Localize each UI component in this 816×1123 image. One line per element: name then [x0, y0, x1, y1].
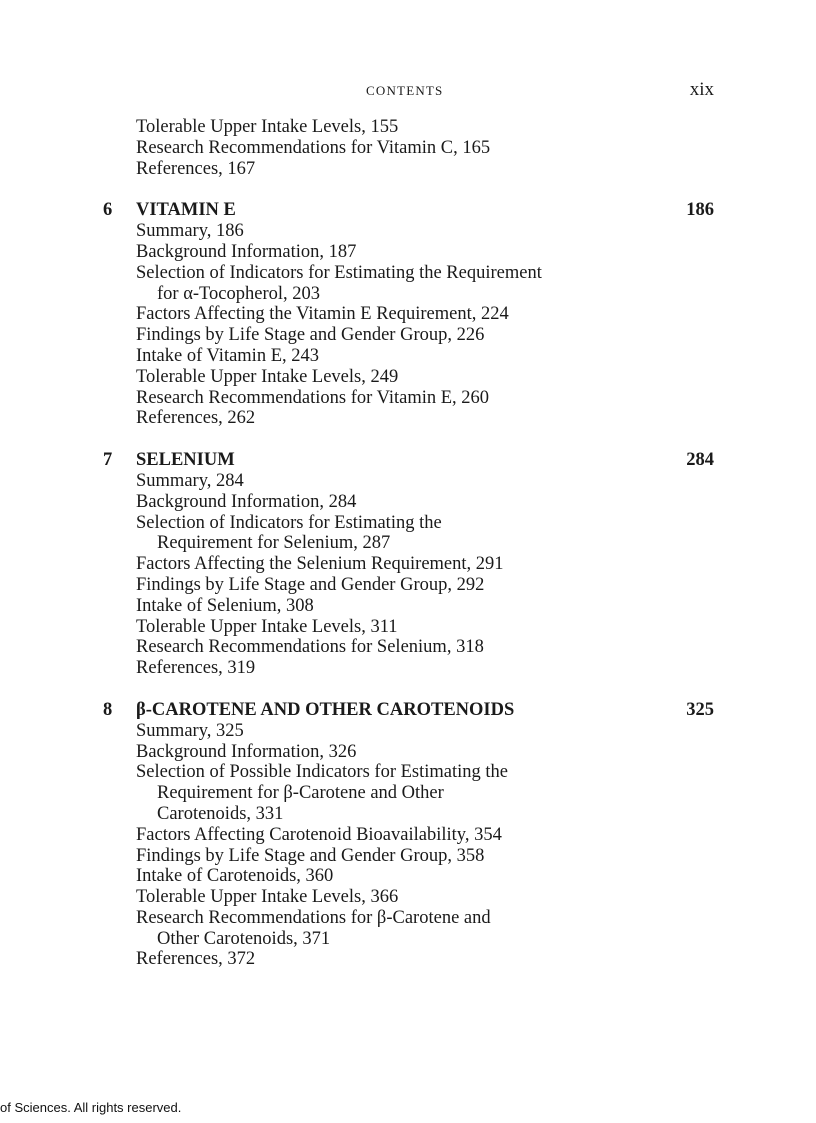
- toc-entry[interactable]: References, 319: [136, 658, 256, 679]
- chapter-page: 325: [686, 699, 714, 720]
- chapter-page: 186: [686, 200, 714, 221]
- chapter-title: VITAMIN E: [136, 200, 236, 221]
- toc-entry[interactable]: Tolerable Upper Intake Levels, 249: [136, 366, 399, 387]
- toc-entry[interactable]: Tolerable Upper Intake Levels, 155: [136, 117, 399, 137]
- toc-entry[interactable]: Tolerable Upper Intake Levels, 311: [136, 616, 398, 637]
- chapter-heading-vitamin-e[interactable]: [0, 200, 816, 221]
- toc-entry[interactable]: Background Information, 284: [136, 491, 357, 512]
- toc-entry[interactable]: Factors Affecting Carotenoid Bioavailability, 354: [136, 824, 502, 845]
- chapter-title: β-CAROTENE AND OTHER CAROTENOIDS: [136, 699, 515, 720]
- toc-entry[interactable]: References, 167: [136, 158, 256, 179]
- toc-entry-continuation[interactable]: Requirement for Selenium, 287: [157, 533, 391, 554]
- toc-entry[interactable]: Summary, 186: [136, 221, 244, 242]
- toc-entry[interactable]: Intake of Vitamin E, 243: [136, 345, 319, 366]
- running-head-title: CONTENTS: [366, 83, 444, 98]
- chapter-heading-selenium[interactable]: [0, 450, 816, 471]
- toc-entry-continuation[interactable]: Carotenoids, 331: [157, 803, 284, 824]
- toc-entry[interactable]: Findings by Life Stage and Gender Group, 358: [136, 845, 485, 866]
- toc-entry[interactable]: Intake of Selenium, 308: [136, 595, 314, 616]
- chapter-number: 8: [103, 699, 113, 720]
- chapter-number: 7: [103, 450, 113, 471]
- toc-entry[interactable]: Research Recommendations for Selenium, 318: [136, 637, 484, 658]
- toc-entry[interactable]: Research Recommendations for Vitamin C, 165: [136, 137, 491, 158]
- toc-entry[interactable]: Findings by Life Stage and Gender Group, 226: [136, 325, 485, 346]
- chapter-heading-carotenoids[interactable]: [0, 700, 816, 721]
- toc-entry-continuation[interactable]: for α-Tocopherol, 203: [157, 283, 321, 304]
- toc-entry[interactable]: Intake of Carotenoids, 360: [136, 866, 334, 887]
- toc-entry[interactable]: References, 262: [136, 408, 256, 429]
- chapter-title: SELENIUM: [136, 450, 235, 471]
- toc-entry[interactable]: Background Information, 326: [136, 741, 357, 762]
- toc-entry[interactable]: Background Information, 187: [136, 241, 357, 262]
- toc-entry[interactable]: Summary, 284: [136, 470, 244, 491]
- chapter-number: 6: [103, 200, 113, 221]
- toc-entry-continuation[interactable]: Requirement for β-Carotene and Other: [157, 783, 444, 804]
- toc-entry[interactable]: Tolerable Upper Intake Levels, 366: [136, 887, 399, 908]
- running-head: [0, 79, 816, 102]
- page-number: xix: [689, 79, 714, 100]
- toc-entry[interactable]: Factors Affecting the Selenium Requirement, 291: [136, 554, 504, 575]
- toc-entry[interactable]: Factors Affecting the Vitamin E Requirement, 224: [136, 304, 509, 325]
- toc-entry[interactable]: References, 372: [136, 949, 256, 970]
- toc-entry[interactable]: Research Recommendations for Vitamin E, 260: [136, 387, 490, 408]
- copyright-footer: of Sciences. All rights reserved.: [0, 1100, 182, 1115]
- toc-entry-continuation[interactable]: Other Carotenoids, 371: [157, 928, 331, 949]
- chapter-page: 284: [686, 450, 714, 471]
- table-of-contents: [0, 117, 816, 970]
- toc-entry[interactable]: Summary, 325: [136, 720, 244, 741]
- toc-entry[interactable]: Research Recommendations for β-Carotene and: [136, 907, 491, 928]
- toc-entry[interactable]: Selection of Possible Indicators for Estimating the: [136, 762, 508, 783]
- toc-entry[interactable]: Selection of Indicators for Estimating the Requirement: [136, 262, 542, 283]
- toc-entry[interactable]: Findings by Life Stage and Gender Group, 292: [136, 574, 485, 595]
- toc-entry[interactable]: Selection of Indicators for Estimating the: [136, 512, 442, 533]
